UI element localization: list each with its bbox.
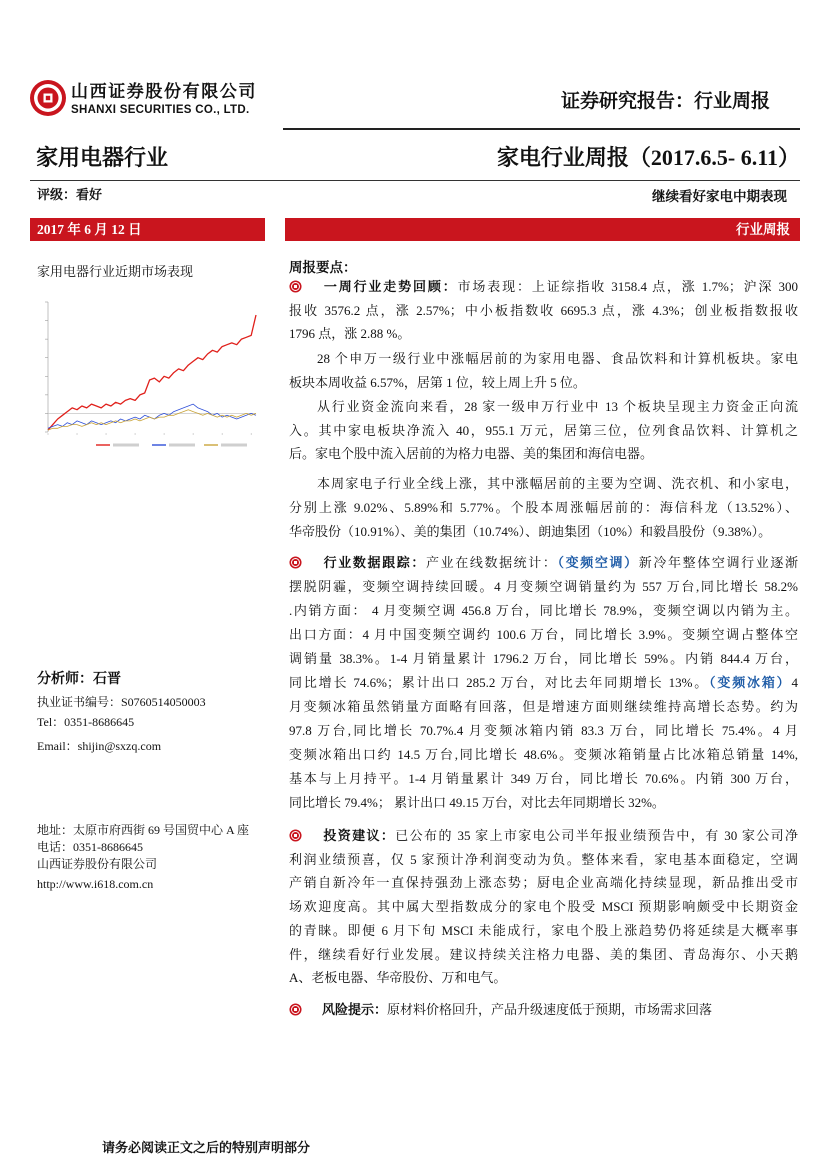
text-line: [289, 520, 798, 544]
series-line-1: [48, 315, 256, 430]
text-run: 后。家电个股中流入居前的为格力电器、美的集团和海信电器。: [289, 446, 654, 461]
report-title: 家电行业周报（2017.6.5- 6.11）: [496, 145, 800, 170]
text-run: 月变频冰箱虽然销量方面略有回落，但是增速方面则继续维持高增长态势。约为: [289, 699, 798, 714]
text-line: [289, 895, 798, 919]
text-run: 调销量 38.3%。1-4 月销量累计 1796.2 万台，同比增长 59%。内销 844.4 万台，: [289, 651, 798, 666]
text-line: [289, 623, 798, 647]
text-line: [289, 395, 798, 419]
text-line: [289, 299, 798, 323]
risk-warning-paragraph: [289, 998, 798, 1022]
text-line: [289, 824, 798, 848]
disclaimer: 请务必阅读正文之后的特别声明部分: [102, 1140, 311, 1155]
text-run: 利润业绩预喜，仅 5 家预计净利润变动为负。整体来看，家电基本面稳定，空调: [289, 851, 798, 867]
text-run: 从行业资金流向来看，28 家一级申万行业中 13 个板块呈现主力资金正向流: [317, 399, 798, 414]
text-run: 本周家电子行业全线上涨，其中涨幅居前的主要为空调、洗衣机、和小家电，: [317, 476, 798, 491]
bold-label: 行业数据跟踪：: [322, 555, 426, 570]
text-line: [289, 743, 798, 767]
text-line: [289, 719, 798, 743]
bold-label: 一周行业走势回顾：: [322, 279, 458, 294]
text-line: [289, 767, 798, 791]
highlight-term: （变频冰箱）: [709, 675, 792, 690]
text-run: 入。其中家电板块净流入 40，955.1 万元，居第三位，位列食品饮料、计算机之: [289, 422, 798, 438]
text-line: [289, 966, 798, 990]
text-line: [289, 998, 798, 1022]
text-line: [289, 551, 798, 575]
text-line: [289, 791, 798, 815]
legend-label-illegible: [113, 444, 139, 447]
legend-label-illegible: [169, 444, 195, 447]
rating: 评级：看好: [37, 187, 103, 202]
text-run: 场欢迎度高。其中属大型指数成分的家电个股受 MSCI 预期影响颇受中长期资金: [289, 899, 798, 915]
subsector-paragraph: [289, 472, 798, 544]
text-run: 基本与上月持平。1-4 月销量累计 349 万台，同比增长 70.6%。内销 300 万台，: [289, 771, 798, 786]
text-line: [289, 695, 798, 719]
company-phone: 电话：0351-8686645: [37, 840, 143, 854]
text-run: 原材料价格回升，产品升级速度低于预期，市场需求回落: [387, 1002, 713, 1017]
capital-flow-paragraph: [289, 395, 798, 466]
chart-title: 家用电器行业近期市场表现: [37, 264, 194, 279]
text-line: [289, 671, 798, 695]
text-line: [289, 442, 798, 466]
text-run: 4: [791, 675, 798, 690]
report-subtitle: 继续看好家电中期表现: [652, 189, 787, 204]
title-rule: [30, 180, 800, 181]
text-run: 1796 点，涨 2.88 %。: [289, 326, 411, 341]
bullet-seal-icon: [289, 829, 302, 842]
text-line: [289, 919, 798, 943]
company-name-footer: 山西证券股份有限公司: [37, 857, 158, 871]
weekly-review-paragraph: [289, 275, 798, 346]
series-line-3: [48, 410, 256, 430]
text-run: 板块本周收益 6.57%，居第 1 位，较上周上升 5 位。: [289, 375, 586, 390]
summary-heading: 周报要点：: [289, 260, 357, 275]
industry-data-paragraph: [289, 551, 798, 815]
text-run: 华帝股份（10.91%）、美的集团（10.74%）、朗迪集团（10%）和毅昌股份（9.38%）。: [289, 524, 772, 539]
analyst-cert-number: 执业证书编号：S0760514050003: [37, 695, 206, 709]
text-run: .内销方面： 4 月变频空调 456.8 万台，同比增长 78.9%，变频空调以内销为主。: [289, 603, 798, 618]
company-website-link[interactable]: http://www.i618.com.cn: [37, 877, 154, 891]
bullet-seal-icon: [289, 1003, 302, 1016]
text-run: 已公布的 35 家上市家电公司半年报业绩预告中，有 30 家公司净: [395, 828, 798, 843]
text-run: A、老板电器、华帝股份、万和电气。: [289, 970, 507, 986]
text-run: 同比增长 79.4%； 累计出口 49.15 万台，对比去年同期增长 32%。: [289, 795, 665, 810]
text-line: [289, 575, 798, 599]
text-line: [289, 472, 798, 496]
date-bar: 2017 年 6 月 12 日: [30, 218, 265, 241]
text-line: [289, 371, 798, 395]
text-run: 分别上涨 9.02%、5.89%和 5.77%。个股本周涨幅居前的：海信科龙（13.52%）、: [289, 500, 798, 515]
company-logo-icon: [29, 79, 67, 117]
text-run: 产销自新冷年一直保持强劲上涨态势；厨电企业高端化持续显现，新品推出受市: [289, 875, 798, 891]
text-line: [289, 943, 798, 967]
text-line: [289, 275, 798, 299]
bullet-seal-icon: [289, 280, 302, 293]
sector-ranking-paragraph: [289, 347, 798, 395]
highlight-term: （变频空调）: [557, 555, 639, 570]
header-rule: [283, 128, 800, 130]
text-line: [289, 848, 798, 872]
analyst-email: Email：shijin@sxzq.com: [37, 739, 162, 753]
text-run: 28 个申万一级行业中涨幅居前的为家用电器、食品饮料和计算机板块。家电: [317, 351, 798, 366]
bold-label: 风险提示：: [322, 1002, 388, 1017]
text-run: 报收 3576.2 点，涨 2.57%；中小板指数收 6695.3 点，涨 4.3%；创业板指数报收: [289, 302, 798, 318]
analyst-tel: Tel：0351-8686645: [37, 715, 135, 729]
report-type: 证券研究报告：行业周报: [560, 91, 770, 112]
text-run: 摆脱阴霾，变频空调持续回暖。4 月变频空调销量约为 557 万台,同比增长 58.2%: [289, 579, 798, 594]
investment-advice-paragraph: [289, 824, 798, 990]
text-line: [289, 322, 798, 346]
chart-plot-group: [45, 302, 256, 447]
text-line: [289, 871, 798, 895]
text-run: 市场表现：上证综指收 3158.4 点，涨 1.7%；沪深 300: [457, 279, 798, 294]
company-address: 地址：太原市府西街 69 号国贸中心 A 座: [37, 823, 250, 837]
bold-label: 投资建议：: [322, 828, 396, 843]
company-name-en: SHANXI SECURITIES CO., LTD.: [71, 104, 250, 116]
text-line: [289, 347, 798, 371]
category-bar: 行业周报: [285, 218, 800, 241]
market-performance-chart: [34, 292, 262, 452]
text-run: 件，继续看好行业发展。建议持续关注格力电器、美的集团、青岛海尔、小天鹅: [289, 946, 798, 962]
industry-name: 家用电器行业: [36, 145, 169, 170]
text-line: [289, 496, 798, 520]
text-run: 同比增长 74.6%；累计出口 285.2 万台，对比去年同期增长 13%。: [289, 675, 710, 690]
legend-label-illegible: [221, 444, 247, 447]
text-line: [289, 599, 798, 623]
text-run: 的青睐。即便 6 月下旬 MSCI 未能成行，家电个股上涨趋势仍将延续是大概率事: [289, 922, 798, 938]
text-line: [289, 419, 798, 443]
company-name-cn: 山西证券股份有限公司: [71, 82, 257, 101]
text-run: 97.8 万台,同比增长 70.7%.4 月变频冰箱内销 83.3 万台，同比增长 75.4%。4 月: [289, 723, 798, 738]
bullet-seal-icon: [289, 556, 302, 569]
text-run: 变频冰箱出口约 14.5 万台,同比增长 48.6%。变频冰箱销量占比冰箱总销量 14%,: [289, 747, 798, 762]
text-run: 产业在线数据统计：: [425, 555, 558, 570]
analyst-name: 分析师：石晋: [37, 672, 121, 687]
text-run: 新冷年整体空调行业逐渐: [638, 555, 798, 570]
text-line: [289, 647, 798, 671]
text-run: 出口方面：4 月中国变频空调约 100.6 万台，同比增长 3.9%。变频空调占整体空: [289, 627, 798, 642]
